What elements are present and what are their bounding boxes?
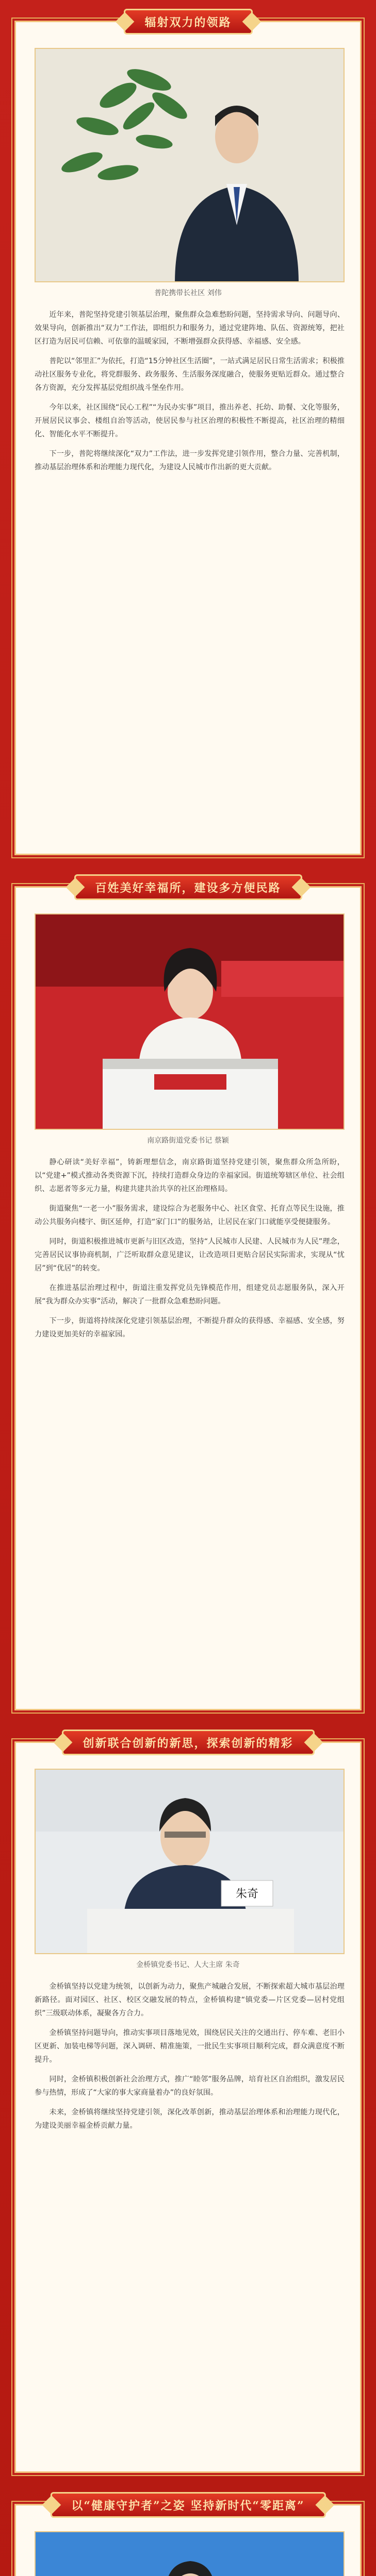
svg-text:朱奇: 朱奇 bbox=[235, 1888, 259, 1901]
paragraph: 同时，金桥镇积极创新社会治理方式，推广“睦邻”服务品牌，培育社区自治组织，激发居民参与热情，形成了“大家的事大家商量着办”的良好氛围。 bbox=[35, 2075, 345, 2097]
article-section-3 bbox=[14, 1736, 362, 2473]
paragraph: 金桥镇坚持问题导向，推动实事项目落地见效，围绕居民关注的交通出行、停车难、老旧小区更新、加装电梯等问题，深入调研、精准施策，一批民生实事项目顺利完成，群众满意度不断提升。 bbox=[35, 2029, 345, 2064]
article-body bbox=[35, 1156, 345, 1347]
paragraph: 今年以来，社区围绕“民心工程”“为民办实事”项目，推出养老、托幼、助餐、文化等服务，开展居民议事会、楼组自治等活动，使居民参与社区治理的积极性不断提高，社区治理的精细化、智能化水平不断提升。 bbox=[35, 403, 345, 438]
speaker-photo bbox=[35, 2531, 345, 2576]
paragraph: 在推进基层治理过程中，街道注重发挥党员先锋模范作用，组建党员志愿服务队，深入开展“我为群众办实事”活动，解决了一批群众急难愁盼问题。 bbox=[35, 1284, 345, 1306]
photo-caption: 南京路街道党委书记 蔡颖 bbox=[147, 1137, 229, 1145]
paragraph: 静心研读“美好幸福”，铸新理想信念，南京路街道坚持党建引领，聚焦群众所急所盼，以“党建+”模式推动各类资源下沉，持续打造群众身边的幸福家园。街道统筹辖区单位、社会组织、志愿者等多元力量，构建共建共治共享的社区治理格局。 bbox=[35, 1158, 345, 1193]
paragraph: 普陀以“邻里汇”为依托，打造“15分钟社区生活圈”，一站式满足居民日常生活需求；积极推动社区服务专业化，将党群服务、政务服务、生活服务深度融合，使服务更贴近群众。通过整合各方资源，充分发挥基层党组织战斗堡垒作用。 bbox=[35, 357, 345, 392]
speaker-illustration bbox=[36, 2532, 345, 2576]
section-banner: 百姓美好幸福所，建设多方便民路 bbox=[74, 874, 302, 900]
paragraph: 街道聚焦“一老一小”服务需求，建设综合为老服务中心、社区食堂、托育点等民生设施，推动公共服务向楼宇、街区延伸，打造“家门口”的服务站，让居民在家门口就能享受便捷服务。 bbox=[35, 1205, 345, 1226]
paragraph: 近年来，普陀坚持党建引领基层治理，聚焦群众急难愁盼问题，坚持需求导向、问题导向、效果导向，创新推出“双力”工作法，即组织力和服务力，通过党建阵地、队伍、资源统筹，把社区打造为居民可信赖、可依靠的温暖家园，不断增强群众获得感、幸福感、安全感。 bbox=[35, 311, 345, 346]
paragraph: 下一步，普陀将继续深化“双力”工作法，进一步发挥党建引领作用，整合力量、完善机制，推动基层治理体系和治理能力现代化，为建设人民城市作出新的更大贡献。 bbox=[35, 450, 345, 471]
photo-caption: 普陀携带长社区 刘伟 bbox=[154, 289, 222, 297]
section-banner: 辐射双力的领路 bbox=[123, 9, 252, 35]
portrait-photo bbox=[35, 48, 345, 282]
article-section-1 bbox=[14, 15, 362, 855]
speaker-photo bbox=[35, 1769, 345, 1954]
photo-caption: 金桥镇党委书记、人大主席 朱奇 bbox=[136, 1961, 240, 1969]
paragraph: 金桥镇坚持以党建为统领，以创新为动力，聚焦产城融合发展，不断探索超大城市基层治理新路径。面对园区、社区、校区交融发展的特点，金桥镇构建“镇党委—片区党委—居村党组织”三级联动体系，凝聚各方合力。 bbox=[35, 1982, 345, 2018]
section-banner: 创新联合创新的新思，探索创新的精彩 bbox=[61, 1730, 314, 1755]
section-banner: 以“健康守护者”之姿 坚持新时代“零距离” bbox=[50, 2492, 325, 2518]
article-section-4 bbox=[14, 2499, 362, 2576]
speaker-illustration bbox=[36, 1770, 345, 1954]
paragraph: 同时，街道积极推进城市更新与旧区改造，坚持“人民城市人民建、人民城市为人民”理念，完善居民议事协商机制，广泛听取群众意见建议，让改造项目更贴合居民实际需求，实现从“忧居”到“优居”的转变。 bbox=[35, 1238, 345, 1273]
article-body bbox=[35, 1980, 345, 2139]
speaker-illustration bbox=[36, 914, 345, 1130]
paragraph: 未来，金桥镇将继续坚持党建引领，深化改革创新，推动基层治理体系和治理能力现代化，为建设美丽幸福金桥贡献力量。 bbox=[35, 2108, 345, 2130]
speaker-photo bbox=[35, 913, 345, 1130]
portrait-illustration bbox=[36, 49, 345, 282]
article-section-2 bbox=[14, 881, 362, 1710]
article-body bbox=[35, 308, 345, 480]
paragraph: 下一步，街道将持续深化党建引领基层治理，不断提升群众的获得感、幸福感、安全感，努力建设更加美好的幸福家园。 bbox=[35, 1317, 345, 1338]
